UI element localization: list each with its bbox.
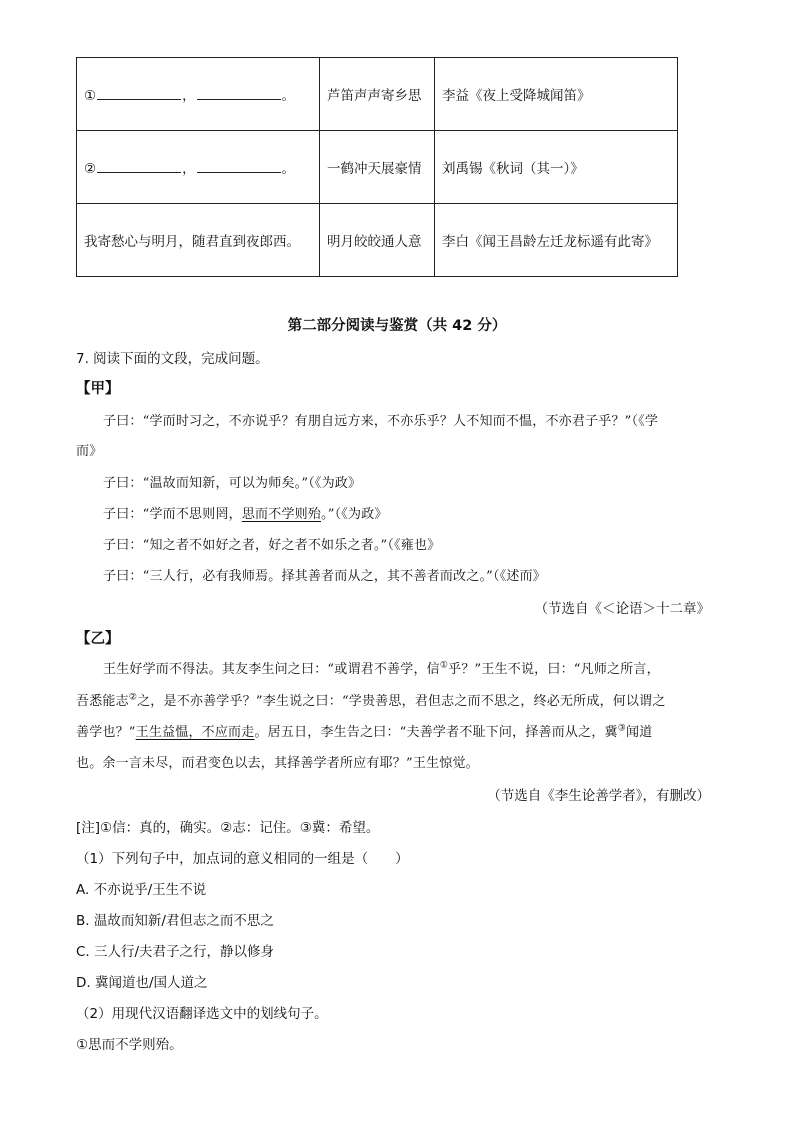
jia-paragraph-5: 子曰：“三人行，必有我师焉。择其善者而从之，其不善者而改之。”（《述而》 (103, 569, 546, 584)
question-7: 7. 阅读下面的文段，完成问题。 (76, 351, 269, 367)
text: 之，是不亦善学乎？”李生说之曰：“学贵善思，君但志之而不思之，终必无所成，何以谓之 (137, 694, 666, 709)
passage-yi-label: 【乙】 (76, 631, 120, 647)
theme-cell: 明月皎皎通人意 (320, 204, 435, 277)
note-marker: ① (439, 660, 449, 671)
option-a[interactable]: A. 不亦说乎/王生不说 (76, 882, 207, 898)
answer-blank[interactable] (97, 159, 181, 173)
note-marker: ② (128, 692, 138, 703)
answer-blank[interactable] (197, 159, 281, 173)
yi-line-3 (76, 721, 652, 740)
jia-paragraph-1: 子曰：“学而时习之，不亦说乎？有朋自远方来，不亦乐乎？人不知而不愠，不亦君子乎？”（《学 (103, 414, 659, 429)
table-row (77, 58, 678, 131)
source-cell: 李益《夜上受降城闻笛》 (435, 58, 678, 131)
poetry-table (76, 57, 678, 277)
yi-line-1 (103, 658, 660, 677)
text: 。居五日，李生告之曰：“夫善学者不耻下问，择善而从之，冀 (254, 725, 618, 740)
sub-question-2-item-1: ①思而不学则殆。 (76, 1037, 183, 1053)
fill-blank-cell (77, 58, 320, 131)
source-cell: 刘禹锡《秋词（其一）》 (435, 131, 678, 204)
passage-jia-label: 【甲】 (76, 381, 120, 397)
text: 乎？”王生不说，曰：“凡师之所言， (448, 662, 660, 677)
option-c[interactable]: C. 三人行/夫君子之行，静以修身 (76, 944, 275, 960)
source-cell: 李白《闻王昌龄左迁龙标遥有此寄》 (435, 204, 678, 277)
yi-line-4: 也。余一言未尽，而君变色以去，其择善学者所应有耶？”王生惊觉。 (76, 756, 479, 771)
jia-paragraph-1-cont: 而》 (76, 444, 103, 459)
note-marker: ③ (617, 723, 626, 734)
yi-source: （节选自《李生论善学者》，有删改） (487, 788, 710, 804)
option-b[interactable]: B. 温故而知新/君但志之而不思之 (76, 913, 274, 929)
table-row (77, 131, 678, 204)
jia-paragraph-4: 子曰：“知之者不如好之者，好之者不如乐之者。”（《雍也》 (103, 538, 441, 553)
option-d[interactable]: D. 冀闻道也/国人道之 (76, 975, 208, 991)
comma: ， (182, 88, 196, 104)
sub-question-1: （1）下列句子中，加点词的意义相同的一组是（ ） (76, 851, 409, 867)
section-title: 第二部分阅读与鉴赏（共 42 分） (287, 318, 507, 334)
jia-paragraph-2: 子曰：“温故而知新，可以为师矣。”（《为政》 (103, 476, 362, 491)
text: 子曰：“学而不思则罔， (103, 507, 242, 522)
underlined-sentence: 王生益愠，不应而走 (135, 725, 255, 740)
comma: ， (182, 161, 196, 177)
theme-cell: 一鹤冲天展豪情 (320, 131, 435, 204)
jia-paragraph-3 (103, 503, 388, 522)
fill-blank-cell (77, 131, 320, 204)
answer-blank[interactable] (197, 86, 281, 100)
theme-cell: 芦笛声声寄乡思 (320, 58, 435, 131)
table-row (77, 204, 678, 277)
yi-line-2 (76, 690, 666, 709)
blank-number: ① (84, 88, 97, 104)
text: 闻道 (626, 725, 653, 740)
text: 。”（《为政》 (321, 507, 388, 522)
annotation-note: [注]①信：真的，确实。②志：记住。③冀：希望。 (76, 820, 380, 836)
underlined-sentence: 思而不学则殆 (241, 507, 322, 522)
text: 善学也？” (76, 725, 136, 740)
poem-line-cell: 我寄愁心与明月，随君直到夜郎西。 (77, 204, 320, 277)
period: 。 (281, 161, 296, 177)
text: 吾悉能志 (76, 694, 129, 709)
text: 王生好学而不得法。其友李生问之曰：“或谓君不善学，信 (103, 662, 440, 677)
sub-question-2: （2）用现代汉语翻译选文中的划线句子。 (76, 1006, 328, 1022)
answer-blank[interactable] (97, 86, 181, 100)
blank-number: ② (84, 161, 97, 177)
period: 。 (281, 88, 296, 104)
jia-source: （节选自《＜论语＞十二章》 (534, 601, 710, 617)
